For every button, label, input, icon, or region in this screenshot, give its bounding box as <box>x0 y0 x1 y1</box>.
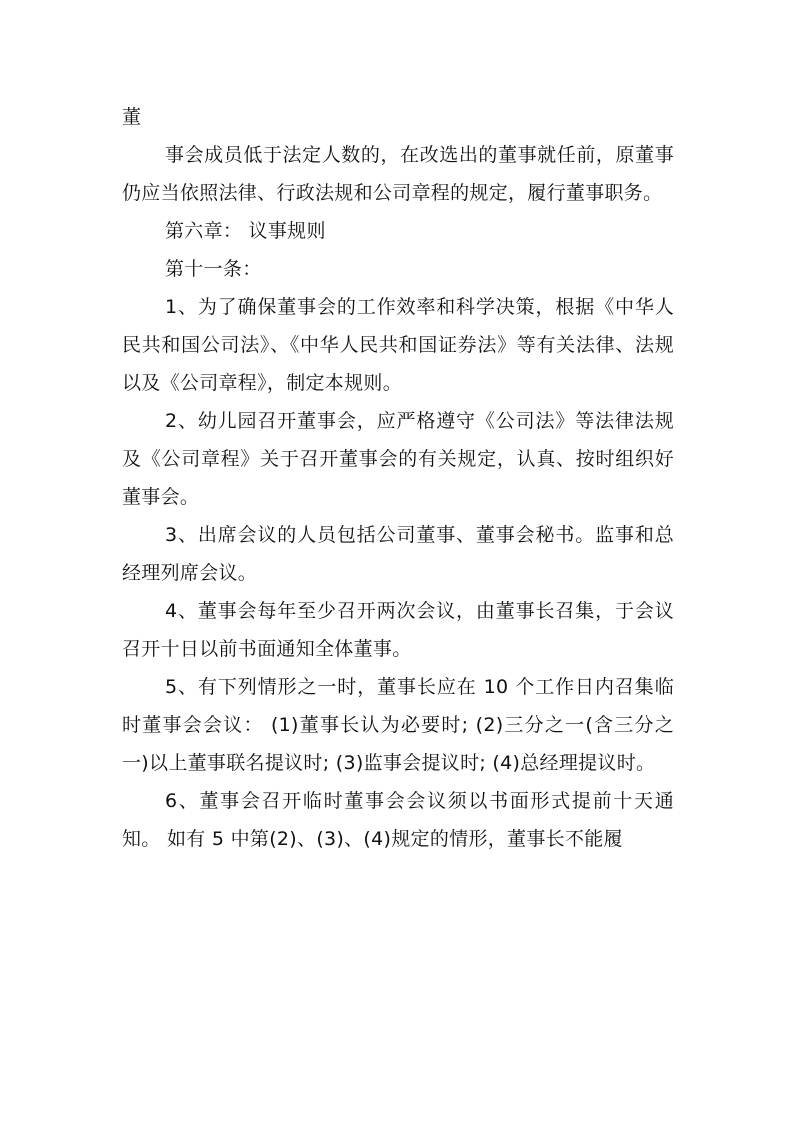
paragraph-item-4: 4、董事会每年至少召开两次会议，由董事长召集，于会议召开十日以前书面通知全体董事。 <box>122 600 674 660</box>
paragraph-item-5: 5、有下列情形之一时，董事长应在 10 个工作日内召集临时董事会会议： (1)董事长认为必要时; (2)三分之一(含三分之一)以上董事联名提议时; (3)监事会提议时; (4)总经理提议时。 <box>122 676 674 774</box>
chapter-heading: 第六章： 议事规则 <box>165 220 326 242</box>
document-body <box>122 98 674 858</box>
paragraph-item-6: 6、董事会召开临时董事会会议须以书面形式提前十天通知。 如有 5 中第(2)、(3)、(4)规定的情形，董事长不能履 <box>122 790 674 850</box>
article-heading: 第十一条： <box>165 258 262 280</box>
paragraph-item-2: 2、幼儿园召开董事会，应严格遵守《公司法》等法律法规及《公司章程》关于召开董事会的有关规定，认真、按时组织好董事会。 <box>122 410 674 508</box>
paragraph-continuation: 董 <box>122 106 142 128</box>
paragraph-item-1: 1、为了确保董事会的工作效率和科学决策，根据《中华人民共和国公司法》、《中华人民共和国证券法》等有关法律、法规以及《公司章程》，制定本规则。 <box>122 296 674 394</box>
paragraph-item-3: 3、出席会议的人员包括公司董事、董事会秘书。监事和总经理列席会议。 <box>122 524 674 584</box>
paragraph-board-vacancy: 事会成员低于法定人数的，在改选出的董事就任前，原董事仍应当依照法律、行政法规和公司章程的规定，履行董事职务。 <box>122 144 674 204</box>
